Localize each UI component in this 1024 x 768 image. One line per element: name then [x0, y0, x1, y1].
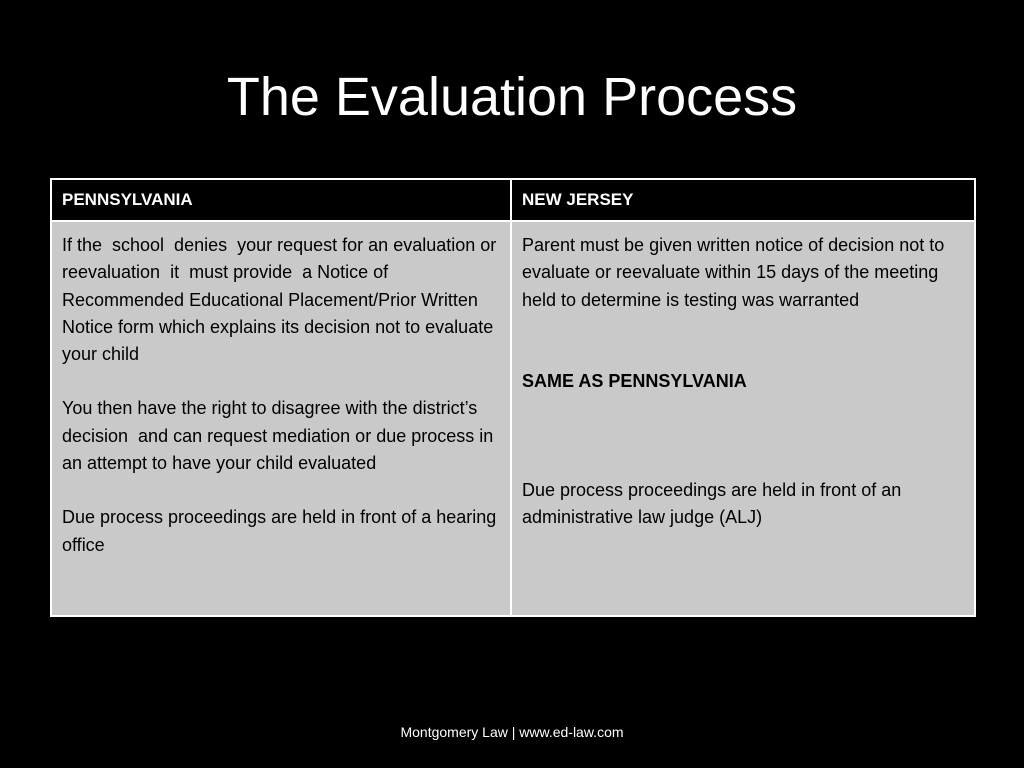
comparison-table [50, 178, 976, 617]
cell-pennsylvania [51, 221, 511, 616]
pennsylvania-due-process-text: Due process proceedings are held in front of a hearing office [62, 507, 502, 555]
slide-title: The Evaluation Process [226, 67, 798, 127]
slide-footer: Montgomery Law | www.ed-law.com [400, 724, 624, 740]
paragraph-spacer [62, 477, 500, 504]
new-jersey-due-process-text: Due process proceedings are held in front of an administrative law judge (ALJ) [522, 480, 907, 528]
new-jersey-notice-text: Parent must be given written notice of decision not to evaluate or reevaluate within 15 days of the meeting held to determine is testing was warranted [522, 235, 950, 310]
paragraph-spacer [522, 314, 964, 368]
header-pennsylvania: PENNSYLVANIA [51, 179, 511, 221]
table-header-row [51, 179, 975, 221]
paragraph-spacer [522, 395, 964, 477]
paragraph-spacer [62, 368, 500, 395]
header-new-jersey: NEW JERSEY [511, 179, 975, 221]
table-row [51, 221, 975, 616]
pennsylvania-disagree-text: You then have the right to disagree with the district’s decision and can request mediation or due process in an attempt to have your child evaluated [62, 398, 499, 474]
cell-new-jersey [511, 221, 975, 616]
new-jersey-same-text: SAME AS PENNSYLVANIA [522, 370, 747, 391]
pennsylvania-notice-text: If the school denies your request for an evaluation or reevaluation it must provide a Notice of Recommended Educational Placement/Prior Written Notice form which explains its decision not to evaluate your child [62, 235, 502, 365]
